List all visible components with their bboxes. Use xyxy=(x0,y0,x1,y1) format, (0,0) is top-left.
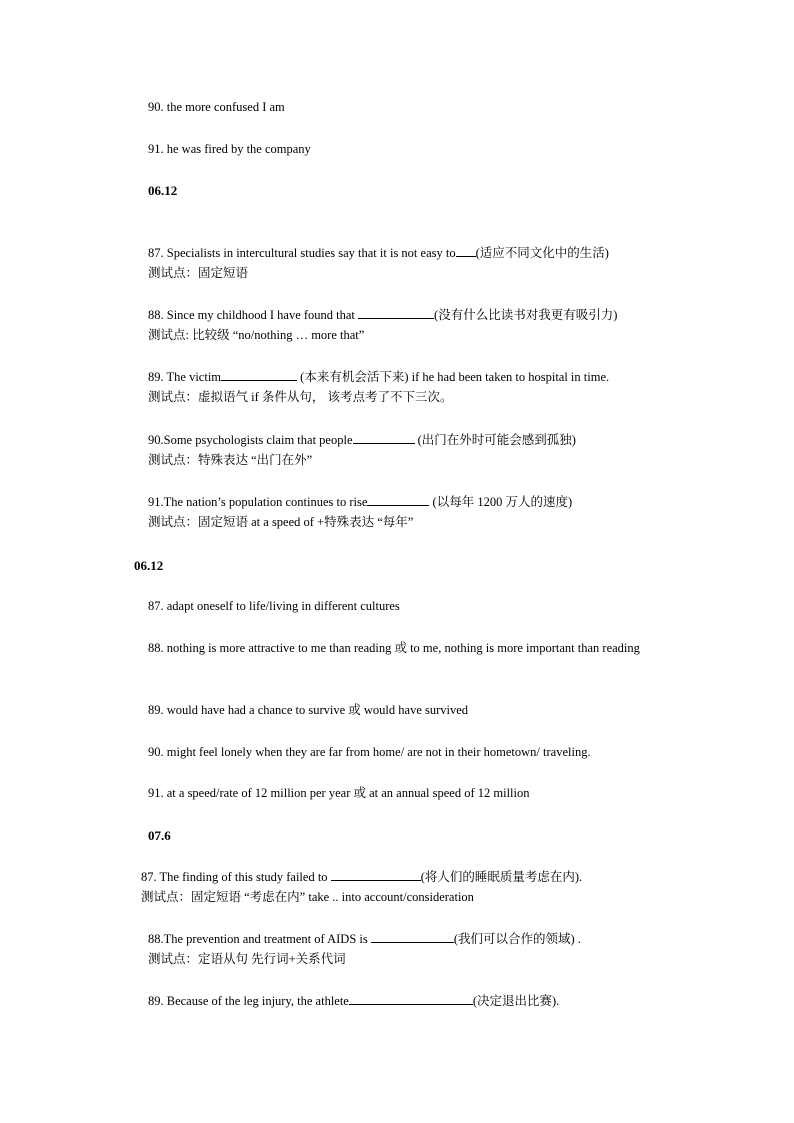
question-hint: (出门在外时可能会感到孤独) xyxy=(414,433,576,447)
answer-90: 90. might feel lonely when they are far from home/ are not in their hometown/ traveling. xyxy=(148,745,591,759)
test-point-note: 测试点：固定短语 “考虑在内” take .. into account/consideration xyxy=(141,890,474,904)
question-87 xyxy=(148,243,609,263)
answer-blank xyxy=(331,867,421,881)
question-hint: (我们可以合作的领域) . xyxy=(453,932,581,946)
question-89 xyxy=(148,367,609,387)
question-hint: (将人们的睡眠质量考虑在内). xyxy=(420,870,583,884)
question-text: 91.The nation’s population continues to rise xyxy=(148,495,368,509)
question-91 xyxy=(148,492,572,512)
section-heading: 06.12 xyxy=(148,183,178,198)
answer-blank xyxy=(367,492,429,506)
test-point-note: 测试点：固定短语 at a speed of +特殊表达 “每年” xyxy=(148,515,414,529)
answer-blank xyxy=(353,430,415,444)
answer-87: 87. adapt oneself to life/living in different cultures xyxy=(148,599,400,613)
test-point-note: 测试点：固定短语 xyxy=(148,266,249,280)
question-text: 87. The finding of this study failed to xyxy=(141,870,331,884)
answer-88 xyxy=(120,638,675,659)
question-88 xyxy=(148,305,617,325)
test-point-note: 测试点：虚拟语气 if 条件从句， 该考点考了不下三次。 xyxy=(148,390,453,404)
answer-89: 89. would have had a chance to survive 或 would have survived xyxy=(148,703,469,717)
answer-90: 90. the more confused I am xyxy=(148,100,285,114)
answer-blank xyxy=(371,929,454,943)
answer-text: 88. nothing is more attractive to me than reading 或 to me, nothing is more important than reading xyxy=(148,641,640,655)
question-hint: (适应不同文化中的生活) xyxy=(475,246,609,260)
test-point-note: 测试点: 比较级 “no/nothing … more that” xyxy=(148,328,365,342)
test-point-note: 测试点：特殊表达 “出门在外” xyxy=(148,453,313,467)
question-hint: (以每年 1200 万人的速度) xyxy=(429,495,573,509)
question-text: 88.The prevention and treatment of AIDS is xyxy=(148,932,371,946)
test-point-note: 测试点：定语从句 先行词+关系代词 xyxy=(148,952,346,966)
answer-blank xyxy=(349,991,473,1005)
answer-91: 91. he was fired by the company xyxy=(148,142,311,156)
answer-91: 91. at a speed/rate of 12 million per year 或 at an annual speed of 12 million xyxy=(148,786,530,800)
question-87 xyxy=(141,867,582,887)
question-88 xyxy=(148,929,581,949)
section-heading: 06.12 xyxy=(134,558,164,573)
question-text: 87. Specialists in intercultural studies say that it is not easy to xyxy=(148,246,456,260)
question-text: 89. The victim xyxy=(148,370,222,384)
section-heading: 07.6 xyxy=(148,828,171,843)
question-text: 90.Some psychologists claim that people xyxy=(148,433,353,447)
question-hint: (没有什么比读书对我更有吸引力) xyxy=(434,308,618,322)
question-hint: (本来有机会活下来) if he had been taken to hospital in time. xyxy=(297,370,610,384)
question-89 xyxy=(148,991,559,1011)
answer-blank xyxy=(358,305,434,319)
question-text: 89. Because of the leg injury, the athlete xyxy=(148,994,349,1008)
answer-blank xyxy=(456,243,476,257)
question-text: 88. Since my childhood I have found that xyxy=(148,308,359,322)
question-90 xyxy=(148,430,576,450)
answer-blank xyxy=(221,367,297,381)
question-hint: (决定退出比赛). xyxy=(472,994,560,1008)
